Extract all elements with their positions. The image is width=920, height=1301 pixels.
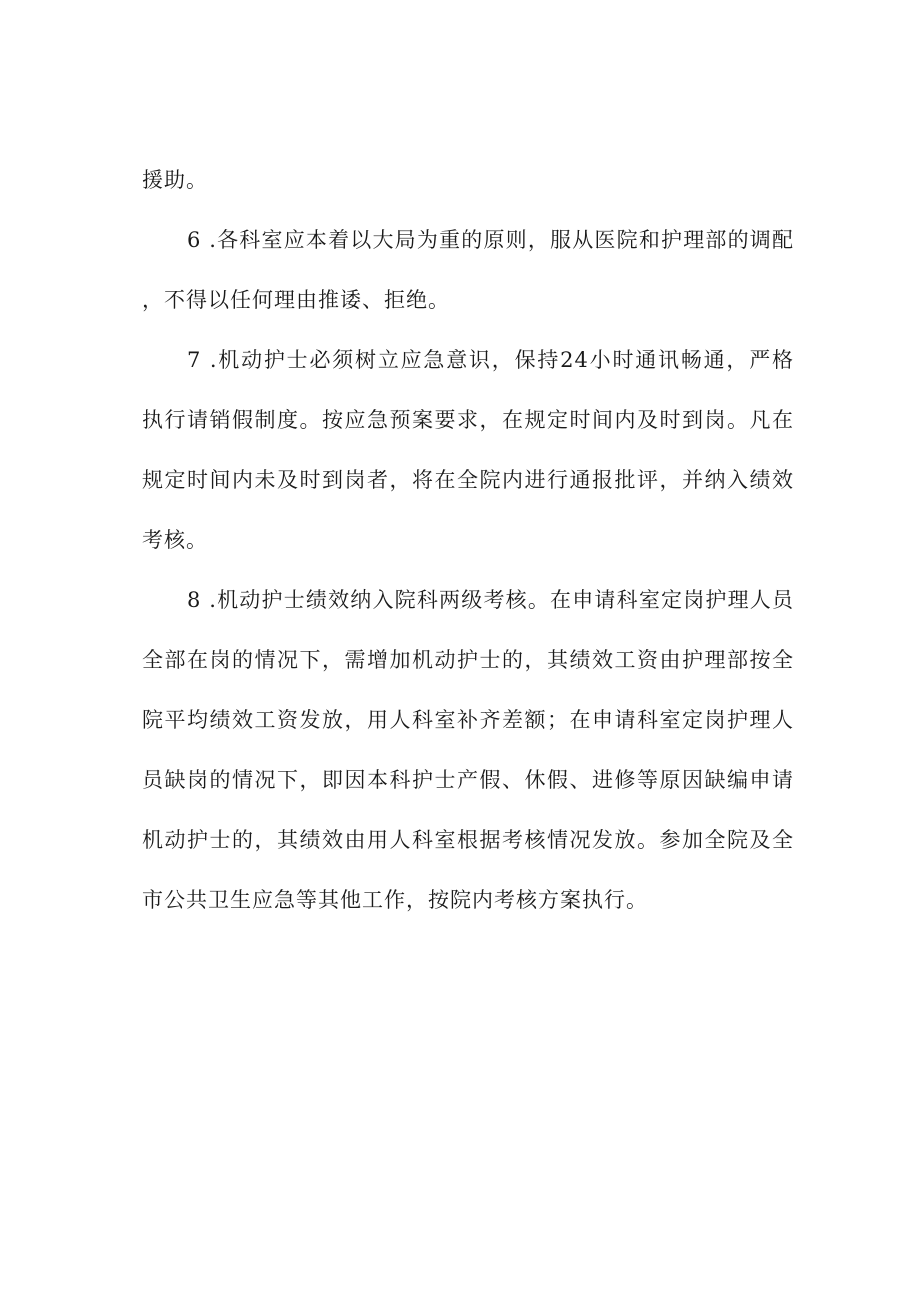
paragraph-item-6: 6 .各科室应本着以大局为重的原则，服从医院和护理部的调配，不得以任何理由推诿、拒绝。 bbox=[142, 228, 794, 312]
paragraph-item-7: 7 .机动护士必须树立应急意识，保持24小时通讯畅通，严格执行请销假制度。按应急预案要求，在规定时间内及时到岗。凡在规定时间内未及时到岗者，将在全院内进行通报批评，并纳入绩效考核。 bbox=[142, 348, 794, 552]
document-body bbox=[142, 150, 794, 930]
paragraph-item-8: 8 .机动护士绩效纳入院科两级考核。在申请科室定岗护理人员全部在岗的情况下，需增加机动护士的，其绩效工资由护理部按全院平均绩效工资发放，用人科室补齐差额；在申请科室定岗护理人员缺岗的情况下，即因本科护士产假、休假、进修等原因缺编申请机动护士的，其绩效由用人科室根据考核情况发放。参加全院及全市公共卫生应急等其他工作，按院内考核方案执行。 bbox=[142, 588, 794, 912]
paragraph-continuation: 援助。 bbox=[142, 168, 208, 192]
